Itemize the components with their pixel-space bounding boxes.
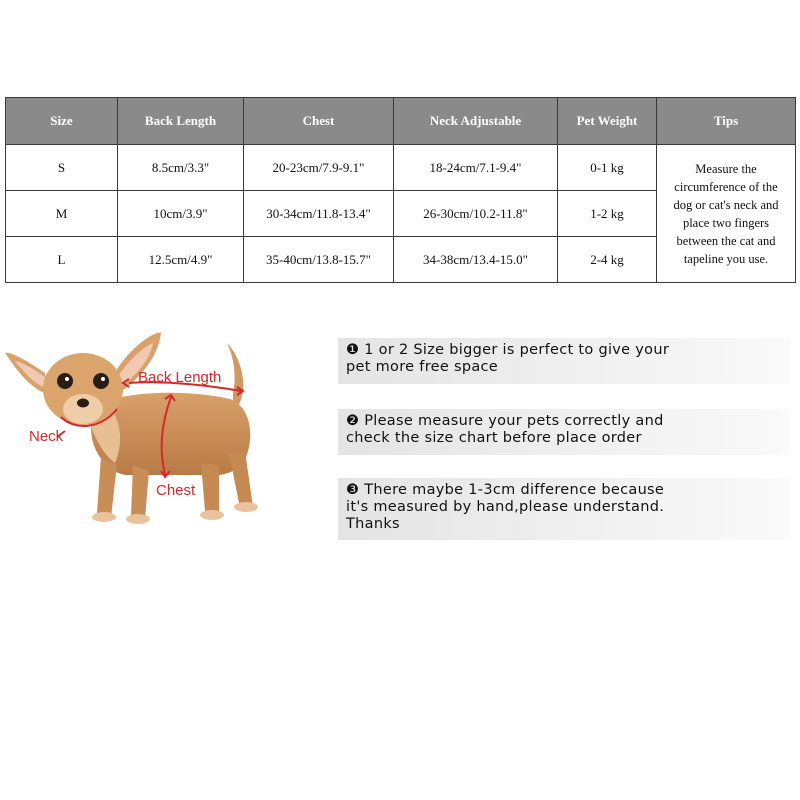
- cell-weight: 2-4 kg: [558, 237, 657, 283]
- note-line: ❶ 1 or 2 Size bigger is perfect to give your: [346, 342, 670, 358]
- cell-neck: 34-38cm/13.4-15.0": [394, 237, 558, 283]
- note-line: ❷ Please measure your pets correctly and: [346, 413, 664, 429]
- tips-cell: [657, 145, 796, 283]
- tips-line: place two fingers: [682, 215, 770, 230]
- cell-neck: 26-30cm/10.2-11.8": [394, 191, 558, 237]
- tips-line: Measure the: [695, 161, 757, 176]
- back-length-label: Back Length: [138, 369, 222, 386]
- table-header-row: [6, 98, 796, 145]
- header-pet-weight: Pet Weight: [558, 98, 657, 145]
- note-line: ❸ There maybe 1-3cm difference because: [346, 482, 665, 498]
- cell-size: L: [6, 237, 118, 283]
- cell-weight: 1-2 kg: [558, 191, 657, 237]
- header-tips: Tips: [657, 98, 796, 145]
- header-neck-adjustable: Neck Adjustable: [394, 98, 558, 145]
- note-size-bigger: [338, 338, 790, 384]
- table-row: [6, 145, 796, 191]
- note-measure-correctly: [338, 409, 790, 455]
- note-line: check the size chart before place order: [346, 430, 642, 446]
- dog-measurement-diagram: [5, 325, 305, 530]
- cell-chest: 20-23cm/7.9-9.1": [244, 145, 394, 191]
- cell-back-length: 10cm/3.9": [118, 191, 244, 237]
- tips-line: between the cat and: [676, 233, 776, 248]
- header-size: Size: [6, 98, 118, 145]
- cell-chest: 30-34cm/11.8-13.4": [244, 191, 394, 237]
- note-line: it's measured by hand,please understand.: [346, 499, 665, 515]
- note-measurement-difference: [338, 478, 790, 540]
- cell-neck: 18-24cm/7.1-9.4": [394, 145, 558, 191]
- header-chest: Chest: [244, 98, 394, 145]
- tips-line: tapeline you use.: [683, 251, 769, 266]
- chest-label: Chest: [156, 482, 196, 499]
- header-back-length: Back Length: [118, 98, 244, 145]
- note-line: pet more free space: [346, 359, 499, 375]
- size-chart-table: [5, 97, 796, 283]
- cell-weight: 0-1 kg: [558, 145, 657, 191]
- cell-chest: 35-40cm/13.8-15.7": [244, 237, 394, 283]
- cell-size: M: [6, 191, 118, 237]
- cell-back-length: 8.5cm/3.3": [118, 145, 244, 191]
- tips-line: circumference of the: [674, 179, 778, 194]
- cell-size: S: [6, 145, 118, 191]
- tips-line: dog or cat's neck and: [673, 197, 779, 212]
- cell-back-length: 12.5cm/4.9": [118, 237, 244, 283]
- note-line: Thanks: [346, 516, 400, 532]
- neck-label: Neck: [29, 428, 64, 445]
